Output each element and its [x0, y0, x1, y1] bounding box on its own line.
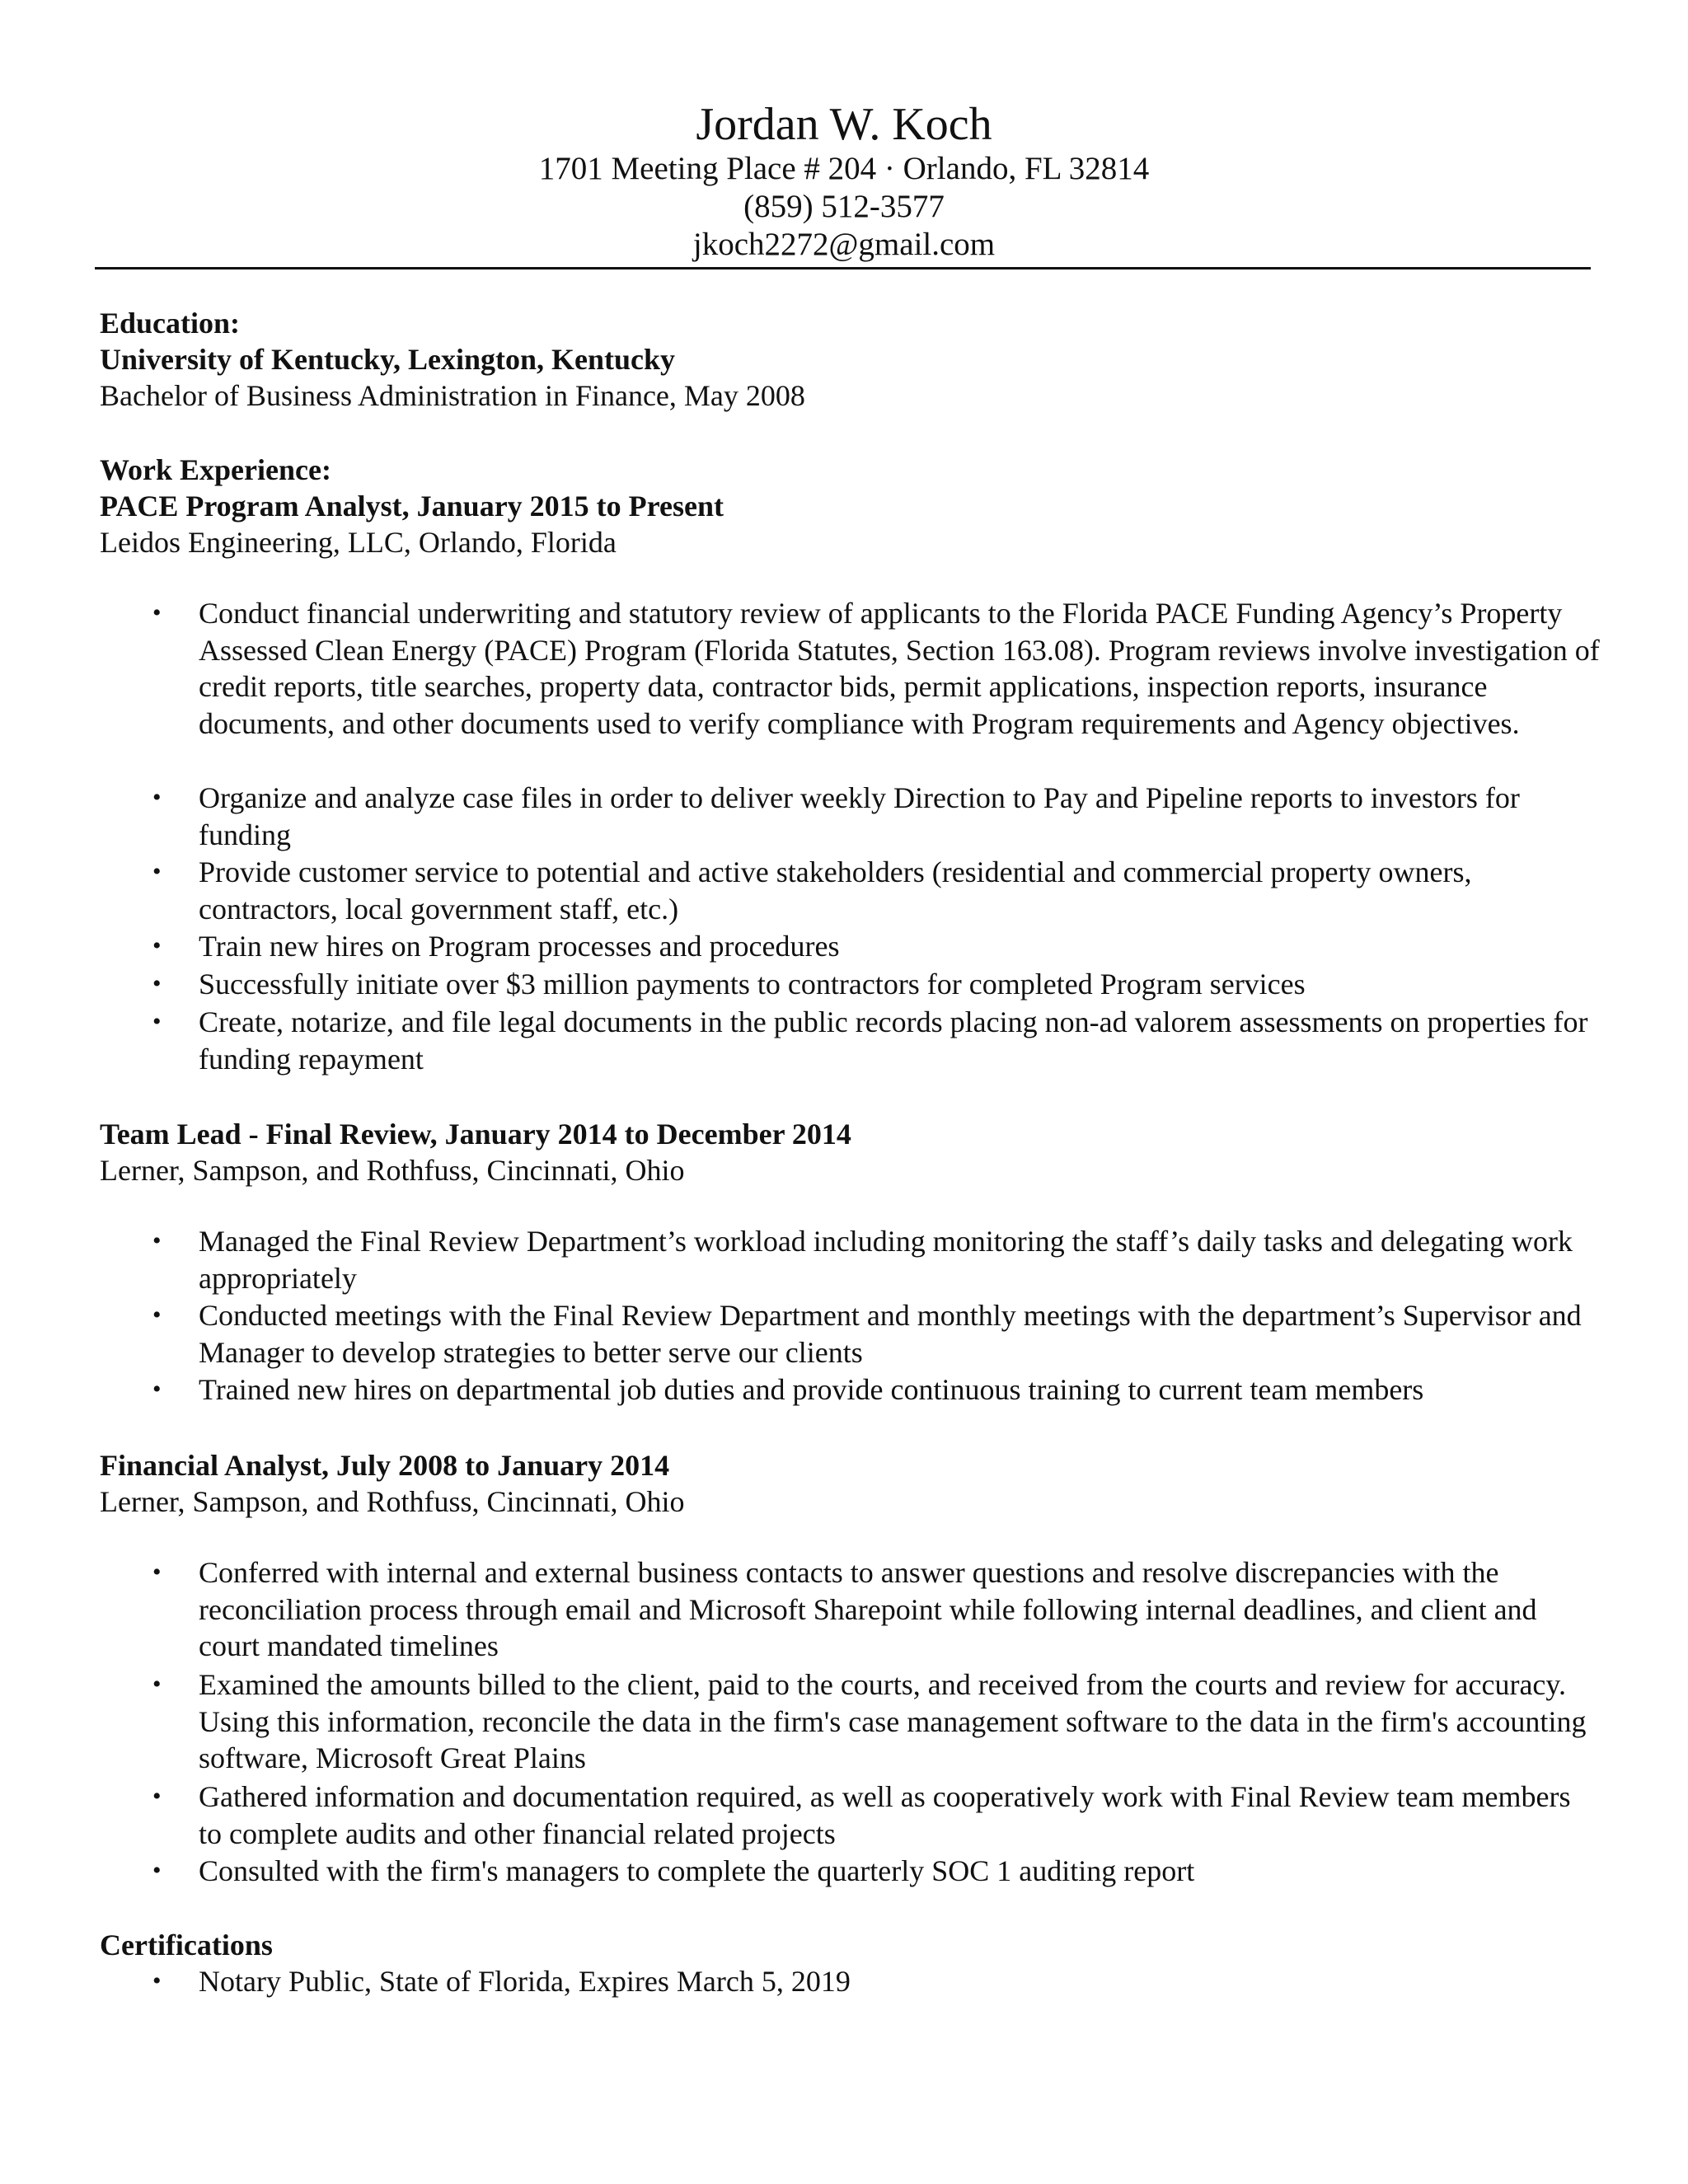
job-bullet: Gathered information and documentation required, as well as cooperatively work with Final Review team members to complete audits and other financial related projects: [199, 1780, 1571, 1850]
work-experience-heading: Work Experience:: [100, 453, 331, 486]
education-heading: Education:: [100, 307, 241, 340]
bullet-marker: •: [152, 1783, 162, 1810]
email-address: jkoch2272@gmail.com: [692, 227, 996, 262]
job-bullet: Provide customer service to potential and active stakeholders (residential and commercial property owners, contractors, local government staff, etc.): [199, 855, 1472, 926]
job-title: Team Lead - Final Review, January 2014 to December 2014: [100, 1118, 851, 1151]
bullet-marker: •: [152, 1376, 162, 1403]
certifications-heading: Certifications: [100, 1929, 273, 1961]
header-divider: [95, 267, 1591, 269]
bullet-marker: •: [152, 1008, 162, 1035]
bullet-marker: •: [152, 1301, 162, 1329]
job-title: PACE Program Analyst, January 2015 to Present: [100, 490, 724, 523]
job-bullet: Consulted with the firm's managers to complete the quarterly SOC 1 auditing report: [199, 1854, 1195, 1887]
bullet-marker: •: [152, 1671, 162, 1698]
job-employer: Lerner, Sampson, and Rothfuss, Cincinnati, Ohio: [100, 1485, 685, 1518]
bullet-marker: •: [152, 1857, 162, 1884]
job-bullet: Successfully initiate over $3 million payments to contractors for completed Program services: [199, 968, 1306, 1001]
certification-item: Notary Public, State of Florida, Expires March 5, 2019: [199, 1965, 851, 1998]
job-bullet: Trained new hires on departmental job duties and provide continuous training to current team members: [199, 1373, 1424, 1406]
job-bullet: Create, notarize, and file legal documents in the public records placing non-ad valorem assessments on properties for funding repayment: [199, 1005, 1588, 1076]
bullet-marker: •: [152, 1558, 162, 1586]
job-bullet: Organize and analyze case files in order to deliver weekly Direction to Pay and Pipeline reports to investors for funding: [199, 781, 1520, 851]
job-bullet: Conferred with internal and external business contacts to answer questions and resolve discrepancies with the reconciliation process through email and Microsoft Sharepoint while following internal deadlines, and client and court mandated timelines: [199, 1556, 1537, 1663]
job-employer: Leidos Engineering, LLC, Orlando, Florida: [100, 526, 617, 559]
candidate-name: Jordan W. Koch: [696, 99, 992, 150]
bullet-marker: •: [152, 1967, 162, 1994]
bullet-marker: •: [152, 970, 162, 997]
job-bullet: Conduct financial underwriting and statutory review of applicants to the Florida PACE Funding Agency’s Property Assessed Clean Energy (PACE) Program (Florida Statutes, Section 163.08). Program reviews involve investigation of credit reports, title searches, property data, contractor bids, permit applications, inspection reports, insurance documents, and other documents used to verify compliance with Program requirements and Agency objectives.: [199, 597, 1600, 740]
job-bullet: Conducted meetings with the Final Review Department and monthly meetings with the department’s Supervisor and Manager to develop strategies to better serve our clients: [199, 1299, 1582, 1369]
phone-number: (859) 512-3577: [743, 189, 945, 224]
job-bullet: Managed the Final Review Department’s workload including monitoring the staff’s daily tasks and delegating work appropriately: [199, 1225, 1573, 1295]
bullet-marker: •: [152, 1227, 162, 1254]
address-line: 1701 Meeting Place # 204 · Orlando, FL 32814: [538, 151, 1150, 186]
job-bullet: Examined the amounts billed to the client, paid to the courts, and received from the courts and review for accuracy. Using this information, reconcile the data in the firm's case management software to the data in the firm's accounting software, Microsoft Great Plains: [199, 1668, 1587, 1775]
job-bullet: Train new hires on Program processes and procedures: [199, 930, 840, 963]
bullet-marker: •: [152, 599, 162, 626]
education-degree: Bachelor of Business Administration in Finance, May 2008: [100, 379, 805, 412]
job-employer: Lerner, Sampson, and Rothfuss, Cincinnati, Ohio: [100, 1154, 685, 1187]
education-school: University of Kentucky, Lexington, Kentucky: [100, 343, 676, 376]
bullet-marker: •: [152, 784, 162, 811]
bullet-marker: •: [152, 932, 162, 959]
job-title: Financial Analyst, July 2008 to January 2014: [100, 1449, 670, 1482]
bullet-marker: •: [152, 858, 162, 885]
